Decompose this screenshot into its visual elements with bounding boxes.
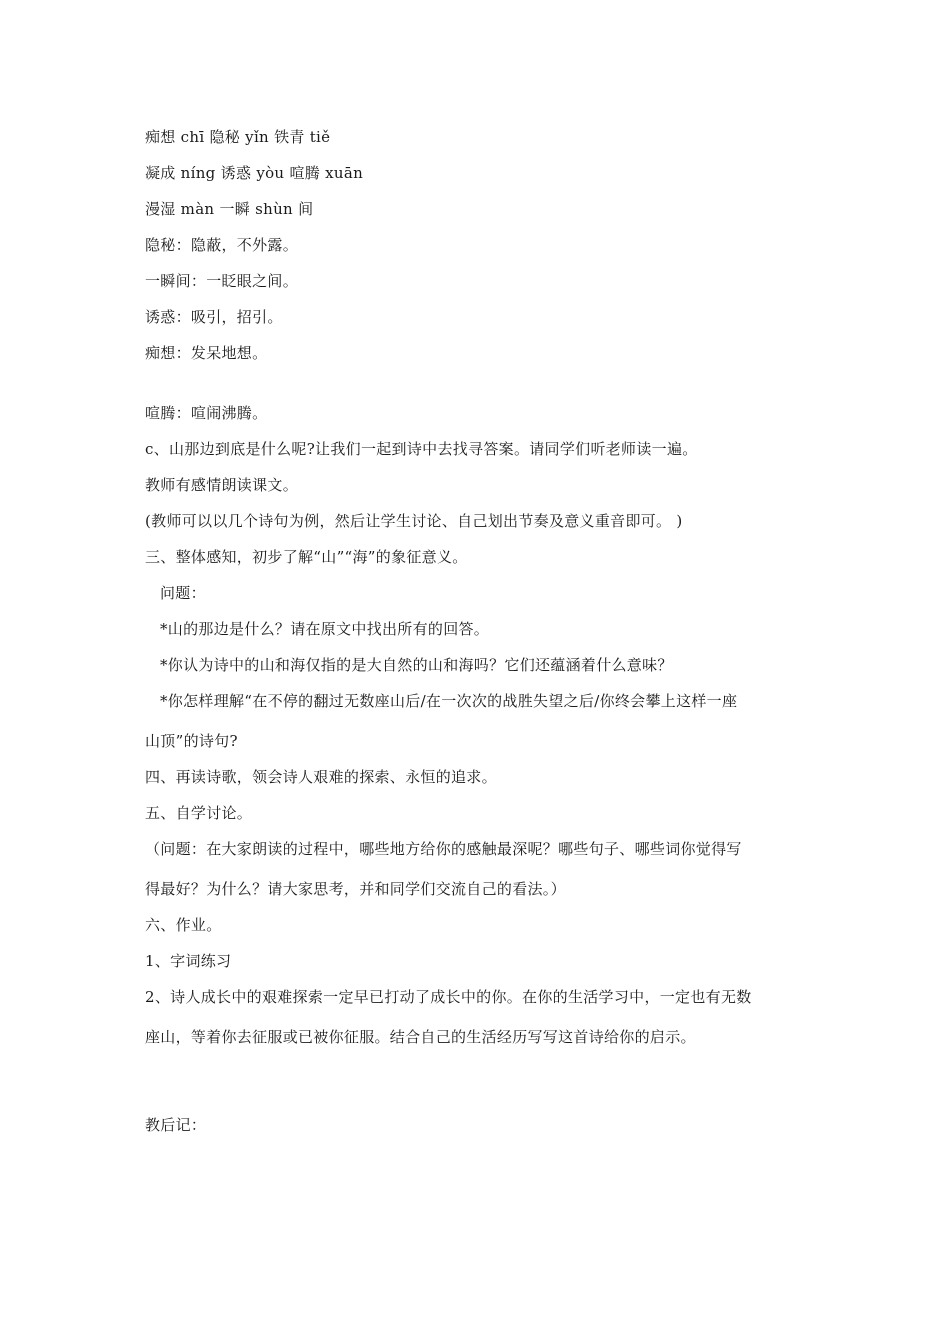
- homework-item-2-cont: 座山，等着你去征服或已被你征服。结合自己的生活经历写写这首诗给你的启示。: [145, 1028, 696, 1046]
- question-item-1: *山的那边是什么？请在原文中找出所有的回答。: [160, 620, 490, 638]
- vocab-pinyin-line-3: 漫湿 màn 一瞬 shùn 间: [145, 200, 314, 218]
- definition-line-2: 一瞬间：一眨眼之间。: [145, 272, 299, 290]
- section-heading-4: 四、再读诗歌，领会诗人艰难的探索、永恒的追求。: [145, 768, 497, 786]
- paragraph-line: 教师有感情朗读课文。: [145, 476, 299, 494]
- definition-line-3: 诱惑：吸引，招引。: [145, 308, 283, 326]
- definition-line-1: 隐秘：隐蔽，不外露。: [145, 236, 299, 254]
- discussion-line-1: （问题：在大家朗读的过程中，哪些地方给你的感触最深呢？哪些句子、哪些词你觉得写: [145, 840, 742, 858]
- discussion-line-2: 得最好？为什么？请大家思考，并和同学们交流自己的看法。）: [145, 880, 566, 898]
- paragraph-line: (教师可以以几个诗句为例，然后让学生讨论、自己划出节奏及意义重音即可。 ): [145, 512, 683, 530]
- homework-item-2: 2、诗人成长中的艰难探索一定早已打动了成长中的你。在你的生活学习中，一定也有无数: [145, 988, 752, 1006]
- question-item-3-cont: 山顶”的诗句?: [145, 732, 238, 750]
- question-item-2: *你认为诗中的山和海仅指的是大自然的山和海吗？它们还蕴涵着什么意味？: [160, 656, 673, 674]
- vocab-pinyin-line-2: 凝成 níng 诱惑 yòu 喧腾 xuān: [145, 164, 364, 182]
- section-heading-3: 三、整体感知，初步了解“山”“海”的象征意义。: [145, 548, 468, 566]
- definition-line-5: 喧腾：喧闹沸腾。: [145, 404, 268, 422]
- homework-item-1: 1、字词练习: [145, 952, 232, 970]
- section-heading-5: 五、自学讨论。: [145, 804, 253, 822]
- question-item-3: *你怎样理解“在不停的翻过无数座山后/在一次次的战胜失望之后/你终会攀上这样一座: [160, 692, 738, 710]
- definition-line-4: 痴想：发呆地想。: [145, 344, 268, 362]
- vocab-pinyin-line-1: 痴想 chī 隐秘 yǐn 铁青 tiě: [145, 128, 331, 146]
- post-teaching-notes-label: 教后记：: [145, 1116, 207, 1134]
- paragraph-line: c、山那边到底是什么呢?让我们一起到诗中去找寻答案。请同学们听老师读一遍。: [145, 440, 698, 458]
- section-heading-6: 六、作业。: [145, 916, 222, 934]
- question-label: 问题：: [160, 584, 206, 602]
